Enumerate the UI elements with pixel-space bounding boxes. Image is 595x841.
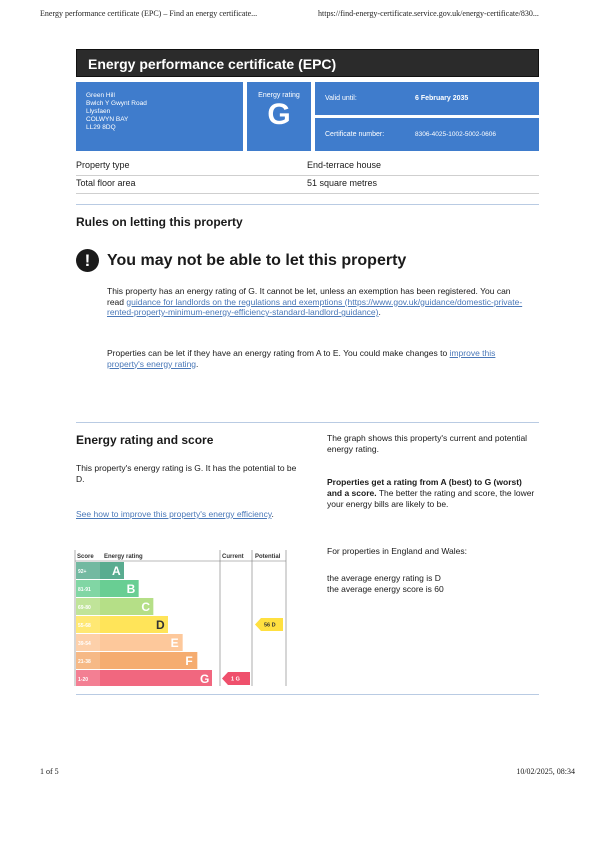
graph-band-g <box>100 670 212 686</box>
graph-explanation: The graph shows this property's current and potential energy rating. <box>327 433 528 454</box>
certificate-number-box <box>315 118 539 151</box>
improve-efficiency-link[interactable]: See how to improve this property's energy efficiency <box>76 509 272 519</box>
graph-score-range-b: 81-91 <box>78 587 91 593</box>
address-line: Llysfaen <box>86 108 111 115</box>
rating-explanation-rest: The better the rating and score, the lower your energy bills are likely to be. <box>327 488 535 509</box>
rating-explanation <box>327 477 539 510</box>
valid-until-label: Valid until: <box>325 95 357 102</box>
energy-rating-letter: G <box>267 98 291 131</box>
graph-band-letter-a: A <box>112 564 121 578</box>
score-description: This property's energy rating is G. It has the potential to be D. <box>76 463 297 484</box>
address-box <box>76 82 243 151</box>
graph-score-range-f: 21-38 <box>78 659 91 665</box>
property-type-value: End-terrace house <box>307 160 382 170</box>
energy-rating-label: Energy rating <box>258 92 300 99</box>
improve-link-suffix: . <box>271 509 274 519</box>
letting-text-2-end: . <box>196 358 199 369</box>
floor-area-label: Total floor area <box>76 178 136 188</box>
graph-band-f <box>100 652 197 669</box>
certificate-number-label: Certificate number: <box>325 131 385 138</box>
graph-score-range-d: 55-68 <box>78 623 91 629</box>
graph-header-rating: Energy rating <box>104 554 143 560</box>
page-title: Energy performance certificate (EPC) <box>76 49 539 77</box>
graph-score-range-c: 69-80 <box>78 605 91 611</box>
graph-score-range-a: 92+ <box>78 569 87 575</box>
letting-text-end: . <box>378 307 381 317</box>
average-score: the average energy score is 60 <box>327 584 444 594</box>
browser-page-title: Energy performance certificate (EPC) – Find an energy certificate... <box>40 9 258 18</box>
letting-paragraph <box>107 286 523 318</box>
letting-heading: Rules on letting this property <box>76 215 243 229</box>
browser-url[interactable]: https://find-energy-certificate.service.gov.uk/energy-certificate/830... <box>318 9 539 18</box>
graph-score-range-e: 39-54 <box>78 641 91 647</box>
graph-band-letter-b: B <box>126 582 136 596</box>
graph-header-potential: Potential <box>255 554 281 560</box>
rating-explanation-bold: Properties get a rating from A (best) to G (worst) and a score. <box>327 477 522 498</box>
property-type-label: Property type <box>76 160 130 170</box>
region-note: For properties in England and Wales: <box>327 546 468 556</box>
address-line: LL29 8DQ <box>86 124 116 131</box>
address-line: Bwlch Y Gwynt Road <box>86 100 147 107</box>
page-count: 1 of 5 <box>40 767 59 776</box>
warning-icon: ! <box>76 249 99 272</box>
graph-band-letter-f: F <box>185 654 193 668</box>
section-divider <box>76 694 539 695</box>
landlord-guidance-link[interactable]: guidance for landlords on the regulations and exemptions (https://www.gov.uk/guidance/domestic-private-rented-property-minimum-energy-efficiency-standard-landlord-guidance) <box>107 296 523 317</box>
valid-until-value: 6 February 2035 <box>415 95 469 102</box>
graph-band-letter-d: D <box>156 618 165 632</box>
letting-warning: You may not be able to let this property <box>107 252 407 269</box>
address-line: Green Hill <box>86 92 115 99</box>
average-rating: the average energy rating is D <box>327 573 441 583</box>
graph-score-range-g: 1-20 <box>78 677 89 683</box>
score-heading: Energy rating and score <box>76 433 214 447</box>
section-divider <box>76 422 539 423</box>
improve-rating-link[interactable]: improve this property's energy rating <box>107 348 496 369</box>
improve-link-wrap <box>76 509 306 520</box>
graph-header-score: Score <box>77 554 94 560</box>
printed-timestamp: 10/02/2025, 08:34 <box>516 767 575 776</box>
potential-rating-label: 56 D <box>264 622 276 629</box>
energy-rating-graph <box>74 550 288 686</box>
current-rating-label: 1 G <box>231 676 240 683</box>
graph-header-current: Current <box>222 554 244 560</box>
energy-rating-box <box>247 82 311 151</box>
floor-area-row <box>76 175 539 194</box>
letting-text: This property has an energy rating of G. It cannot be let, unless an exemption has been registered. You can read <box>107 286 511 307</box>
graph-band-letter-g: G <box>200 672 210 686</box>
valid-until-box <box>315 82 539 115</box>
graph-bands <box>76 562 212 686</box>
floor-area-value: 51 square metres <box>307 178 378 188</box>
certificate-number-value: 8306-4025-1002-5002-0606 <box>415 131 496 138</box>
section-divider <box>76 204 539 205</box>
graph-markers <box>222 618 283 685</box>
address-line: COLWYN BAY <box>86 116 129 123</box>
graph-band-letter-e: E <box>170 636 179 650</box>
letting-paragraph-2 <box>107 348 523 369</box>
graph-band-letter-c: C <box>141 600 151 614</box>
letting-text-2: Properties can be let if they have an energy rating from A to E. You could make changes to <box>107 348 450 358</box>
property-type-row <box>76 157 539 176</box>
